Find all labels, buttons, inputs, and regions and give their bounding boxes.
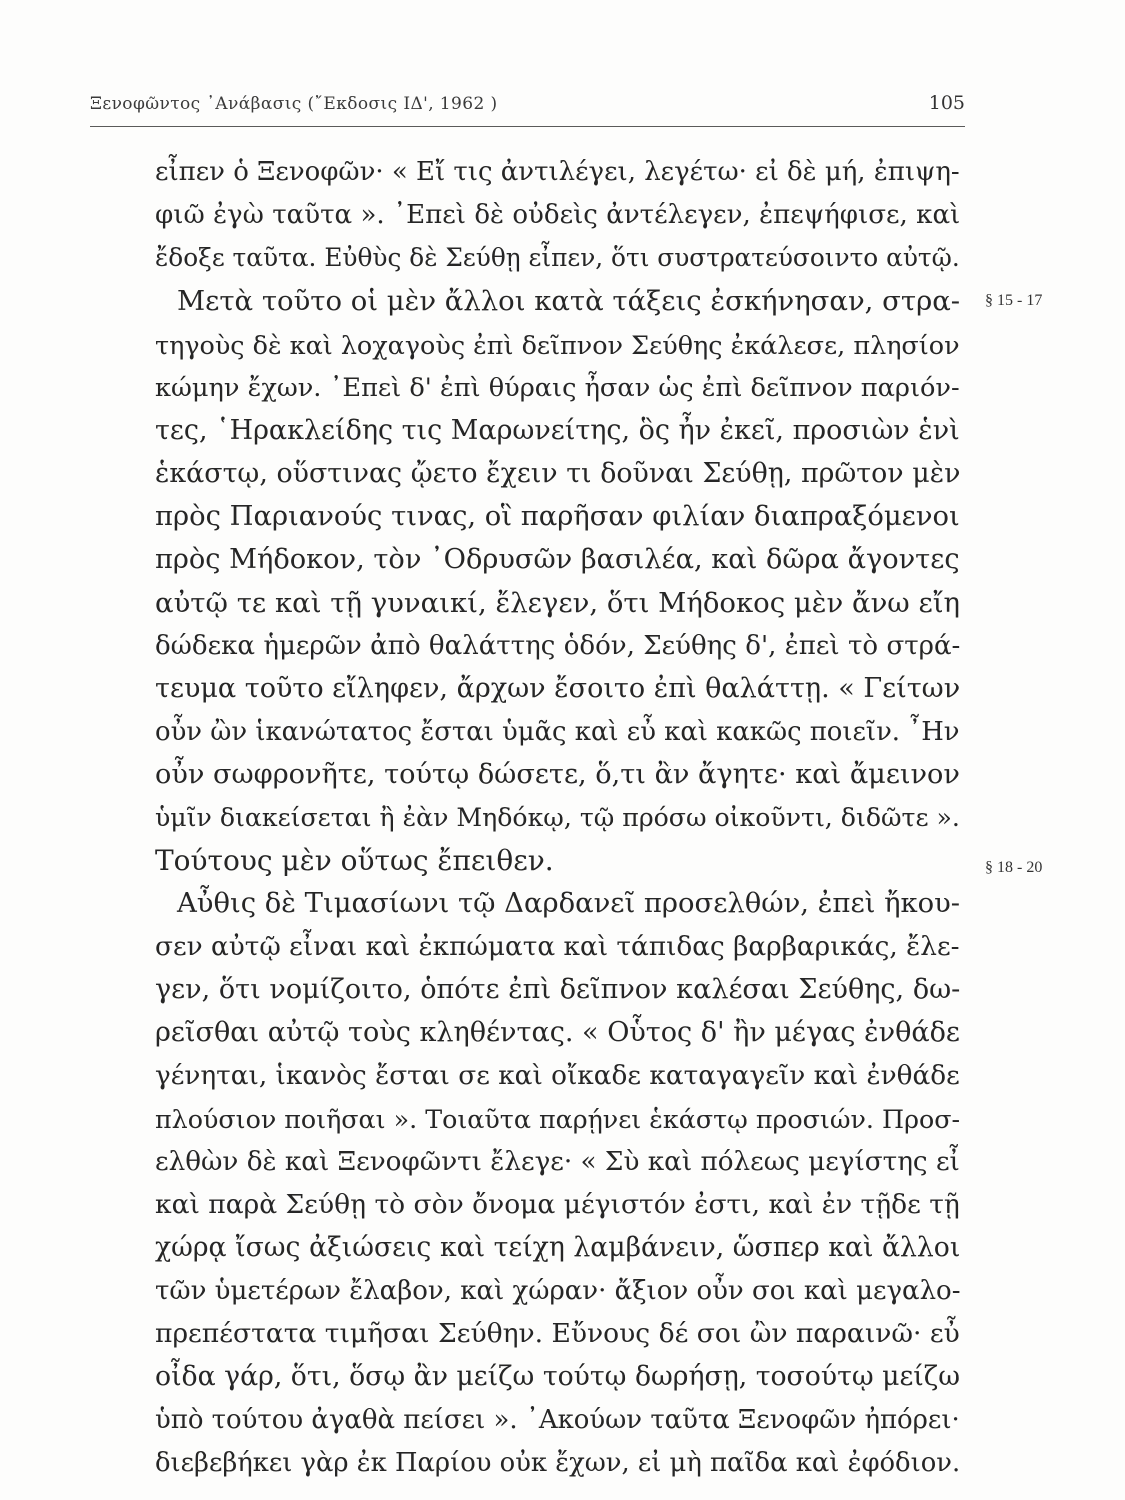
text-line: τηγοὺς δὲ καὶ λοχαγοὺς ἐπὶ δεῖπνον Σεύθης ἐκάλεσε, πλησίον <box>155 330 960 360</box>
text-line: τευμα τοῦτο εἴληφεν, ἄρχων ἔσοιτο ἐπὶ θαλάττῃ. « Γείτων <box>155 673 961 704</box>
text-line: τες, ῾Ηρακλείδης τις Μαρωνείτης, ὃς ἦν ἐκεῖ, προσιὼν ἑνὶ <box>155 415 960 446</box>
text-line: πρὸς Παριανούς τινας, οἳ παρῆσαν φιλίαν διαπραξόμενοι <box>155 501 960 532</box>
text-line: κώμην ἔχων. ᾿Επεὶ δ' ἐπὶ θύραις ἦσαν ὡς ἐπὶ δεῖπνον παριόν- <box>155 373 960 403</box>
text-line: πρεπέστατα τιμῆσαι Σεύθην. Εὔνους δέ σοι ὢν παραινῶ· εὖ <box>155 1318 960 1349</box>
section-note: § 15 - 17 <box>985 292 1043 309</box>
page-number: 105 <box>928 92 965 114</box>
text-line: σεν αὐτῷ εἶναι καὶ ἐκπώματα καὶ τάπιδας βαρβαρικάς, ἔλε- <box>155 932 960 962</box>
text-line: ὑμῖν διακείσεται ἢ ἐὰν Μηδόκῳ, τῷ πρόσω οἰκοῦντι, διδῶτε ». <box>155 803 960 832</box>
running-title: Ξενοφῶντος ᾿Ανάβασις (῎Εκδοσις ΙΔ', 1962 ) <box>90 94 498 114</box>
text-line: Μετὰ τοῦτο οἱ μὲν ἄλλοι κατὰ τάξεις ἐσκήνησαν, στρα- <box>177 286 961 317</box>
text-line: οὖν ὢν ἱκανώτατος ἔσται ὑμᾶς καὶ εὖ καὶ κακῶς ποιεῖν. ῏Ην <box>155 717 960 747</box>
text-line: ελθὼν δὲ καὶ Ξενοφῶντι ἔλεγε· « Σὺ καὶ πόλεως μεγίστης εἶ <box>155 1147 960 1177</box>
text-line: εἶπεν ὁ Ξενοφῶν· « Εἴ τις ἀντιλέγει, λεγέτω· εἰ δὲ μή, ἐπιψη- <box>155 157 960 187</box>
text-line: γεν, ὅτι νομίζοιτο, ὁπότε ἐπὶ δεῖπνον καλέσαι Σεύθης, δω- <box>155 974 961 1005</box>
text-line: ρεῖσθαι αὐτῷ τοὺς κληθέντας. « Οὗτος δ' ἢν μέγας ἐνθάδε <box>155 1017 960 1048</box>
text-line: οὖν σωφρονῆτε, τούτῳ δώσετε, ὅ,τι ἂν ἄγητε· καὶ ἄμεινον <box>155 759 960 790</box>
text-line: φιῶ ἐγὼ ταῦτα ». ᾿Επεὶ δὲ οὐδεὶς ἀντέλεγεν, ἐπεψήφισε, καὶ <box>155 200 961 230</box>
header-rule <box>90 126 965 127</box>
text-line: ἑκάστῳ, οὕστινας ᾤετο ἔχειν τι δοῦναι Σεύθῃ, πρῶτον μὲν <box>155 458 961 489</box>
text-line: πρὸς Μήδοκον, τὸν ᾿Οδρυσῶν βασιλέα, καὶ δῶρα ἄγοντες <box>155 544 960 575</box>
text-line: ἔδοξε ταῦτα. Εὐθὺς δὲ Σεύθῃ εἶπεν, ὅτι συστρατεύσοιντο αὐτῷ. <box>155 243 960 272</box>
text-line: πλούσιον ποιῆσαι ». Τοιαῦτα παρῄνει ἑκάστῳ προσιών. Προσ- <box>155 1104 961 1134</box>
text-line: οἶδα γάρ, ὅτι, ὅσῳ ἂν μείζω τούτῳ δωρήσῃ, τοσούτῳ μείζω <box>155 1361 961 1392</box>
text-line: γένηται, ἱκανὸς ἔσται σε καὶ οἴκαδε καταγαγεῖν καὶ ἐνθάδε <box>155 1061 960 1091</box>
text-line: ὑπὸ τούτου ἀγαθὰ πείσει ». ᾿Ακούων ταῦτα Ξενοφῶν ἠπόρει· <box>155 1405 960 1435</box>
text-line: δώδεκα ἡμερῶν ἀπὸ θαλάττης ὁδόν, Σεύθης δ', ἐπεὶ τὸ στρά- <box>155 631 961 661</box>
text-line: τῶν ὑμετέρων ἔλαβον, καὶ χώραν· ἄξιον οὖν σοι καὶ μεγαλο- <box>155 1276 961 1306</box>
text-line: διεβεβήκει γὰρ ἐκ Παρίου οὐκ ἔχων, εἰ μὴ παῖδα καὶ ἐφόδιον. <box>155 1448 961 1478</box>
text-line: Αὖθις δὲ Τιμασίωνι τῷ Δαρδανεῖ προσελθών, ἐπεὶ ἤκου- <box>177 888 961 919</box>
running-head <box>90 88 965 118</box>
text-line: χώρᾳ ἴσως ἀξιώσεις καὶ τείχη λαμβάνειν, ὥσπερ καὶ ἄλλοι <box>155 1232 961 1263</box>
text-line: αὐτῷ τε καὶ τῇ γυναικί, ἔλεγεν, ὅτι Μήδοκος μὲν ἄνω εἴη <box>155 587 961 619</box>
section-note: § 18 - 20 <box>985 859 1043 876</box>
text-line: Τούτους μὲν οὕτως ἔπειθεν. <box>155 844 554 877</box>
text-line: καὶ παρὰ Σεύθῃ τὸ σὸν ὄνομα μέγιστόν ἐστι, καὶ ἐν τῇδε τῇ <box>155 1189 960 1220</box>
